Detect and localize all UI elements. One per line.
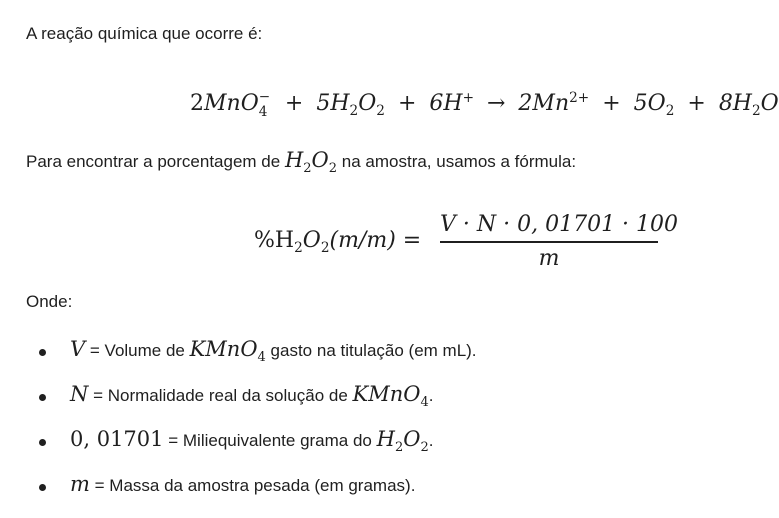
h2o2-inline: $H_2O_2$ <box>284 148 338 176</box>
oxygen: 5O <box>633 91 666 116</box>
bullet-dot <box>39 484 46 491</box>
permanganate-charge-index <box>258 88 272 120</box>
list-var: N <box>70 382 89 406</box>
formula-intro-text <box>26 148 576 174</box>
list-var: 0, 01701 <box>70 427 164 451</box>
list-var: V <box>70 337 86 361</box>
bullet-dot <box>39 439 46 446</box>
peroxide-sub-1: 2 <box>349 102 359 119</box>
oxygen-sub: 2 <box>665 102 675 119</box>
formula-lhs-tail: (m/m) = <box>329 228 422 253</box>
list-item: V = Volume de KMnO$_4$ gasto na titulação (em mL). <box>70 337 477 365</box>
plus-sign: + <box>687 91 706 116</box>
plus-sign: + <box>397 91 417 116</box>
formula-lhs-pct: %H <box>254 228 295 253</box>
manganese-ion: 2Mn <box>518 91 570 116</box>
formula-lhs-o: O <box>302 228 321 253</box>
manganese-charge: 2+ <box>569 89 590 106</box>
proton-charge: + <box>462 89 474 106</box>
peroxide-o: O <box>358 91 377 116</box>
plus-sign: + <box>602 91 621 116</box>
formula-denominator: m <box>538 245 560 271</box>
water-o: O <box>760 91 779 116</box>
water-sub: 2 <box>752 102 761 119</box>
list-item: 0, 01701 = Miliequivalente grama do $H_2O_2$. <box>70 427 434 455</box>
water-h: 8H <box>718 91 752 116</box>
intro-text: A reação química que ocorre é: <box>26 24 263 43</box>
onde-label: Onde: <box>26 292 73 311</box>
list-item: m = Massa da amostra pesada (em gramas). <box>70 472 416 496</box>
reaction-coef: 2 <box>190 91 204 116</box>
peroxide-h: 5H <box>316 91 350 116</box>
permanganate-species: MnO <box>204 91 259 116</box>
formula-intro-before: Para encontrar a porcentagem de <box>26 152 285 171</box>
formula-lhs: $\%H_2O_2(m/m)$ = <box>254 228 422 256</box>
formula-numerator: V · N · 0, 01701 · 100 <box>440 212 679 237</box>
peroxide-sub-2: 2 <box>376 102 385 119</box>
kmno4-inline: KMnO$_4$ <box>189 337 266 365</box>
reaction-arrow: → <box>486 91 506 116</box>
h2o2-inline: $H_2O_2$ <box>376 427 429 455</box>
formula-fraction <box>440 210 679 273</box>
permanganate-subscript: 4 <box>258 103 268 120</box>
bullet-dot <box>39 349 46 356</box>
kmno4-inline: KMnO$_4$ <box>352 382 429 410</box>
formula-intro-after: na amostra, usamos a fórmula: <box>337 152 577 171</box>
permanganate-charge: − <box>258 88 271 105</box>
bullet-dot <box>39 394 46 401</box>
plus-sign: + <box>284 91 304 116</box>
reaction-equation <box>190 88 779 120</box>
list-item: N = Normalidade real da solução de KMnO$_4$. <box>70 382 434 410</box>
list-var: m <box>70 472 90 496</box>
proton: 6H <box>429 91 463 116</box>
